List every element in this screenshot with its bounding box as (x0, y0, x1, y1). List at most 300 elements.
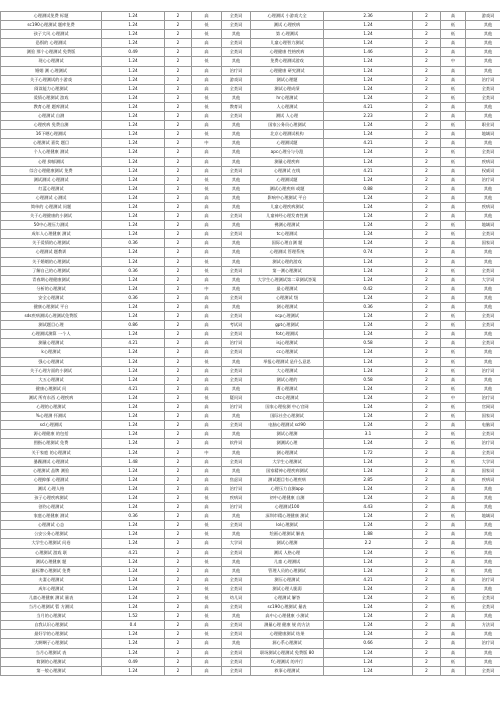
table-cell: 其他 (466, 612, 500, 621)
table-cell: 全类词 (222, 421, 251, 430)
table-cell: 安全心理测试 (1, 293, 102, 302)
table-row (1, 503, 500, 512)
table-cell: 2 (413, 157, 441, 166)
table-cell: 高 (192, 66, 222, 75)
table-cell: 2 (413, 21, 441, 30)
table-cell: 1.24 (102, 75, 165, 84)
table-cell: 测试题目有心理疾病 (251, 475, 324, 484)
table-cell: 1.24 (102, 366, 165, 375)
table-cell: f心理测试 的并行 (251, 657, 324, 666)
table-row (1, 321, 500, 330)
table-cell: 测试 人格心理 (251, 548, 324, 557)
table-cell: 1.24 (102, 157, 165, 166)
table-cell: 地域词 (466, 512, 500, 521)
table-cell: 国家精神心理疾病测试 (251, 466, 324, 475)
table-cell: 全类词 (222, 648, 251, 657)
table-cell: 2 (165, 312, 192, 321)
table-cell: 1.24 (324, 348, 413, 357)
table-cell: 1.52 (102, 612, 165, 621)
table-cell: 2 (413, 548, 441, 557)
table-row (1, 384, 500, 393)
table-cell: 关于心理测试的小游戏 (1, 75, 102, 84)
table-cell: 2 (413, 448, 441, 457)
table-cell: 2 (165, 284, 192, 293)
table-cell: 高 (192, 239, 222, 248)
table-cell: 2 (413, 175, 441, 184)
table-row (1, 175, 500, 184)
table-cell: 1.24 (324, 584, 413, 593)
table-cell: 低 (441, 430, 466, 439)
table-cell: 其他 (222, 448, 251, 457)
table-cell: 2 (413, 12, 441, 21)
table-cell: 1.24 (102, 430, 165, 439)
table-cell: 1.24 (324, 557, 413, 566)
table-cell: 高 (441, 421, 466, 430)
table-cell: 大学生心理测试第二章测试答案 (251, 275, 324, 284)
table-cell: 1.24 (102, 275, 165, 284)
table-cell: 职场测试心理测试 免费版 80 (251, 648, 324, 657)
table-cell: 治疗词 (466, 393, 500, 402)
table-cell: 1.24 (324, 93, 413, 102)
table-cell: 2 (413, 148, 441, 157)
table-cell: 高 (192, 12, 222, 21)
table-cell: 0.36 (102, 512, 165, 521)
table-cell: 0.49 (102, 657, 165, 666)
table-cell: 游戏词 (222, 75, 251, 84)
table-cell: 2 (165, 212, 192, 221)
table-cell: 疾病词 (466, 157, 500, 166)
table-cell: 影响中心理测试 平台 (251, 193, 324, 202)
table-cell: 2 (165, 448, 192, 457)
table-cell: 创伤心理测试 (1, 503, 102, 512)
table-cell: 2 (413, 339, 441, 348)
table-cell: 低 (192, 530, 222, 539)
table-row (1, 612, 500, 621)
table-cell: 2 (165, 184, 192, 193)
table-cell: 关于心理方面的小测试 (1, 366, 102, 375)
table-row (1, 66, 500, 75)
table-cell: 2 (413, 657, 441, 666)
table-cell: 1.24 (102, 257, 165, 266)
table-cell: 其他 (466, 30, 500, 39)
table-cell: 测试 人心理 (251, 112, 324, 121)
table-cell: 2 (165, 230, 192, 239)
table-cell: 高 (441, 521, 466, 530)
table-cell: 2 (165, 530, 192, 539)
table-cell: 高 (441, 293, 466, 302)
table-cell: 低 (441, 548, 466, 557)
table-cell: 心理疾病 免费自测 (1, 121, 102, 130)
table-cell: 其他 (466, 503, 500, 512)
table-cell: 高 (192, 39, 222, 48)
table-cell: 1.88 (324, 530, 413, 539)
table-cell: 高 (441, 639, 466, 648)
table-cell: 1.24 (324, 412, 413, 421)
table-cell: 高 (441, 257, 466, 266)
table-cell: 高 (192, 403, 222, 412)
table-cell: 低 (192, 357, 222, 366)
table-row (1, 121, 500, 130)
table-cell: 0.4 (102, 621, 165, 630)
table-row (1, 330, 500, 339)
table-row (1, 266, 500, 275)
table-cell: 2 (165, 612, 192, 621)
table-cell: 其他 (222, 30, 251, 39)
table-cell: 儿童神经心理发育性测 (251, 212, 324, 221)
table-row (1, 366, 500, 375)
table-cell: 暴躁测试 心理测试 (1, 457, 102, 466)
table-cell: 测试心理成绩 (251, 84, 324, 93)
table-cell: 其他 (466, 48, 500, 57)
table-row (1, 412, 500, 421)
table-cell: 治疗词 (466, 366, 500, 375)
table-cell: 测量心理测试 (1, 339, 102, 348)
table-cell: 2 (165, 439, 192, 448)
table-cell: 1.24 (324, 566, 413, 575)
table-cell: 其他 (466, 248, 500, 257)
table-cell: 高 (192, 603, 222, 612)
table-cell: 低 (192, 612, 222, 621)
table-cell: 疾病词 (222, 493, 251, 502)
table-cell: 2 (413, 348, 441, 357)
table-cell: scp心理测试 (251, 312, 324, 321)
table-cell: 0.88 (324, 184, 413, 193)
table-cell: 0.74 (324, 248, 413, 257)
table-cell: 1.24 (324, 384, 413, 393)
table-cell: 其他 (466, 657, 500, 666)
table-cell: 心理测试题 (251, 175, 324, 184)
table-cell: 婚姻 测 心理测试 (1, 66, 102, 75)
table-cell: 2 (413, 639, 441, 648)
table-row (1, 375, 500, 384)
table-cell: 其他 (466, 484, 500, 493)
table-cell: 权威词 (466, 166, 500, 175)
table-cell: 大学词 (466, 275, 500, 284)
table-cell: 2 (165, 75, 192, 84)
table-cell: 1.24 (102, 93, 165, 102)
table-cell: 高 (192, 166, 222, 175)
table-row (1, 230, 500, 239)
table-cell: 高 (192, 339, 222, 348)
table-row (1, 12, 500, 21)
table-row (1, 603, 500, 612)
table-cell: 全类词 (222, 621, 251, 630)
table-row (1, 48, 500, 57)
table-cell: 低 (192, 93, 222, 102)
table-cell: 高 (441, 339, 466, 348)
table-cell: 全类词 (466, 666, 500, 675)
table-cell: 绘画心理测试 解表 (251, 530, 324, 539)
table-cell: 1.24 (324, 84, 413, 93)
table-cell: 佛测心理测试 (251, 221, 324, 230)
table-cell: 其他 (466, 193, 500, 202)
table-cell: 2 (165, 657, 192, 666)
table-cell: 高 (441, 66, 466, 75)
table-cell: 救事心理测试 (251, 666, 324, 675)
table-cell: 2 (165, 121, 192, 130)
table-cell: 1.24 (102, 284, 165, 293)
table-cell: 高 (441, 139, 466, 148)
table-row (1, 657, 500, 666)
table-cell: 0.86 (102, 321, 165, 330)
table-cell: 第一测心理测试 (251, 266, 324, 275)
table-cell: 1.24 (102, 30, 165, 39)
table-cell: 其他 (222, 566, 251, 575)
table-cell: 低 (441, 121, 466, 130)
table-cell: 低 (192, 184, 222, 193)
table-cell: 其他 (466, 530, 500, 539)
table-cell: 其他 (222, 257, 251, 266)
table-cell: 1.24 (102, 375, 165, 384)
table-cell: 2 (165, 421, 192, 430)
table-cell: 2 (165, 475, 192, 484)
table-cell: 1.24 (102, 493, 165, 502)
table-cell: 1.24 (324, 621, 413, 630)
table-cell: 2 (413, 221, 441, 230)
table-cell: 低 (192, 266, 222, 275)
table-cell: 高 (441, 239, 466, 248)
table-cell: 心理健康测试 结果 (251, 630, 324, 639)
table-cell: 2 (165, 393, 192, 402)
table-cell: 低 (192, 584, 222, 593)
table-cell: 2 (165, 366, 192, 375)
table-cell: 其他 (222, 121, 251, 130)
table-cell: 1.24 (102, 348, 165, 357)
table-cell: 2 (413, 330, 441, 339)
table-cell: 2 (413, 284, 441, 293)
table-cell: 其他 (466, 39, 500, 48)
table-row (1, 312, 500, 321)
table-cell: 2 (413, 321, 441, 330)
table-cell: 其他 (222, 275, 251, 284)
table-cell: 1.24 (102, 503, 165, 512)
table-cell: 免费心理测试游戏 (251, 57, 324, 66)
table-cell: 1.24 (102, 630, 165, 639)
table-cell: 低 (192, 102, 222, 111)
table-cell: 其他 (466, 303, 500, 312)
table-cell: 高中心心理健康 小测试 (251, 612, 324, 621)
table-cell: 低 (192, 557, 222, 566)
table-row (1, 648, 500, 657)
table-cell: 低 (441, 594, 466, 603)
table-cell: 1.24 (324, 293, 413, 302)
table-cell: 1.24 (102, 212, 165, 221)
table-cell: 2 (413, 539, 441, 548)
table-cell: 曹心理测试 (251, 384, 324, 393)
table-row (1, 303, 500, 312)
table-cell: 1.24 (324, 30, 413, 39)
table-cell: 低 (192, 175, 222, 184)
table-cell: 0.58 (324, 375, 413, 384)
table-cell: 低 (192, 30, 222, 39)
table-cell: 心理的心理测试 (1, 403, 102, 412)
table-cell: 2 (413, 530, 441, 539)
table-cell: 源心理健康 的包括 (1, 430, 102, 439)
table-cell: 2 (413, 566, 441, 575)
table-cell: 2.2 (324, 539, 413, 548)
table-cell: 1.24 (102, 148, 165, 157)
table-cell: 高 (192, 375, 222, 384)
table-cell: 1.24 (102, 39, 165, 48)
table-cell: 2 (413, 648, 441, 657)
table-row (1, 339, 500, 348)
table-cell: 高 (192, 212, 222, 221)
table-cell: 其他 (466, 521, 500, 530)
table-cell: 其他 (222, 357, 251, 366)
table-cell: 1.24 (102, 12, 165, 21)
table-cell: 地域词 (466, 221, 500, 230)
table-cell: 1.24 (102, 112, 165, 121)
table-cell: 1.24 (324, 512, 413, 521)
table-cell: 高 (192, 84, 222, 93)
table-cell: 其他 (466, 212, 500, 221)
table-cell: 高 (441, 248, 466, 257)
table-cell: 关于心理健康的小测试 (1, 212, 102, 221)
table-cell: 1.24 (102, 57, 165, 66)
table-row (1, 202, 500, 211)
table-cell: 全类词 (222, 330, 251, 339)
table-cell: 其他 (222, 512, 251, 521)
table-cell: 全类词 (222, 48, 251, 57)
table-cell: 高 (192, 548, 222, 557)
table-row (1, 212, 500, 221)
table-cell: 2 (413, 594, 441, 603)
table-cell: 2 (165, 493, 192, 502)
table-row (1, 102, 500, 111)
table-cell: 1.24 (102, 584, 165, 593)
table-cell: 电脑心理测试 scl90 (251, 421, 324, 430)
table-row (1, 539, 500, 548)
table-cell: 4.21 (324, 139, 413, 148)
table-cell: 全类词 (222, 521, 251, 530)
table-cell: 低 (192, 393, 222, 402)
table-cell: 1.24 (324, 312, 413, 321)
table-row (1, 184, 500, 193)
table-row (1, 557, 500, 566)
table-row (1, 594, 500, 603)
table-cell: 国家词 (466, 412, 500, 421)
table-row (1, 84, 500, 93)
table-row (1, 357, 500, 366)
table-cell: 全类词 (222, 348, 251, 357)
table-cell: 1.24 (102, 639, 165, 648)
table-row (1, 475, 500, 484)
table-row (1, 393, 500, 402)
table-cell: 低 (192, 493, 222, 502)
table-cell: hr心理测试 (251, 93, 324, 102)
table-cell: 1.24 (324, 275, 413, 284)
table-cell: 2 (413, 393, 441, 402)
table-cell: 治疗词 (222, 403, 251, 412)
table-cell: 2 (165, 557, 192, 566)
table-cell: 高 (192, 512, 222, 521)
table-cell: 0.42 (324, 284, 413, 293)
table-cell: 2 (413, 521, 441, 530)
table-cell: 2 (413, 575, 441, 584)
table-cell: 0.36 (102, 293, 165, 302)
table-cell: 2 (165, 39, 192, 48)
table-cell: 2 (413, 375, 441, 384)
table-cell: 2 (413, 121, 441, 130)
table-cell: 其他 (466, 375, 500, 384)
table-cell: 2 (413, 430, 441, 439)
table-cell: 家庭心理健康 测试 (1, 512, 102, 521)
table-cell: 2 (413, 102, 441, 111)
table-cell: 高 (441, 630, 466, 639)
table-cell: 2 (413, 512, 441, 521)
table-row (1, 239, 500, 248)
table-cell: 高 (441, 130, 466, 139)
table-cell: 2 (165, 330, 192, 339)
table-cell: 低 (192, 21, 222, 30)
table-cell: 其他 (466, 293, 500, 302)
table-cell: 1.48 (102, 457, 165, 466)
table-cell: 低 (441, 348, 466, 357)
table-cell: 2 (165, 130, 192, 139)
table-cell: 国家公务员心理测试 (251, 121, 324, 130)
table-cell: 高 (441, 375, 466, 384)
table-cell: 深圳市精心理健康 测试 (251, 512, 324, 521)
table-cell: 全类词 (466, 93, 500, 102)
table-row (1, 193, 500, 202)
table-cell: 大学词 (466, 457, 500, 466)
table-cell: 高 (192, 439, 222, 448)
table-cell: 高 (192, 202, 222, 211)
table-row (1, 112, 500, 121)
table-cell: 其他 (466, 21, 500, 30)
table-cell: 其他 (222, 557, 251, 566)
table-cell: 2 (165, 630, 192, 639)
table-cell: 人心理测试 (251, 102, 324, 111)
table-cell: 2 (165, 548, 192, 557)
table-cell: 心理 抑郁测试 (1, 157, 102, 166)
table-cell: 2 (165, 266, 192, 275)
table-cell: 其他 (222, 248, 251, 257)
table-cell: 心理测试 题教训 (1, 248, 102, 257)
table-cell: 1.24 (102, 594, 165, 603)
table-cell: 现心心理测试 (1, 57, 102, 66)
table-cell: 全类词 (466, 448, 500, 457)
table-cell: 1.24 (102, 166, 165, 175)
table-cell: 高 (192, 412, 222, 421)
table-cell: isj心理测试 (251, 339, 324, 348)
table-cell: 2 (165, 621, 192, 630)
table-cell: 全类词 (466, 339, 500, 348)
table-row (1, 275, 500, 284)
table-cell: 高 (192, 657, 222, 666)
table-cell: 全类词 (222, 375, 251, 384)
table-cell: 2 (413, 630, 441, 639)
table-cell: 1.24 (324, 366, 413, 375)
table-cell: 1.24 (324, 21, 413, 30)
table-row (1, 221, 500, 230)
table-cell: 4.21 (324, 166, 413, 175)
table-cell: 高 (441, 102, 466, 111)
table-cell: 治疗词 (466, 75, 500, 84)
table-cell: 2 (413, 312, 441, 321)
table-cell: 测试测试 心理测试 (1, 175, 102, 184)
table-cell: 测试心理的游戏 (251, 257, 324, 266)
table-cell: 高 (192, 666, 222, 675)
table-cell: 2 (165, 293, 192, 302)
table-cell: 2 (165, 348, 192, 357)
table-cell: 2 (165, 84, 192, 93)
table-cell: 2.23 (324, 112, 413, 121)
table-cell: 全类词 (222, 603, 251, 612)
table-cell: 0.58 (324, 339, 413, 348)
table-cell: 其他 (222, 193, 251, 202)
table-cell: cc心理测试 (251, 348, 324, 357)
